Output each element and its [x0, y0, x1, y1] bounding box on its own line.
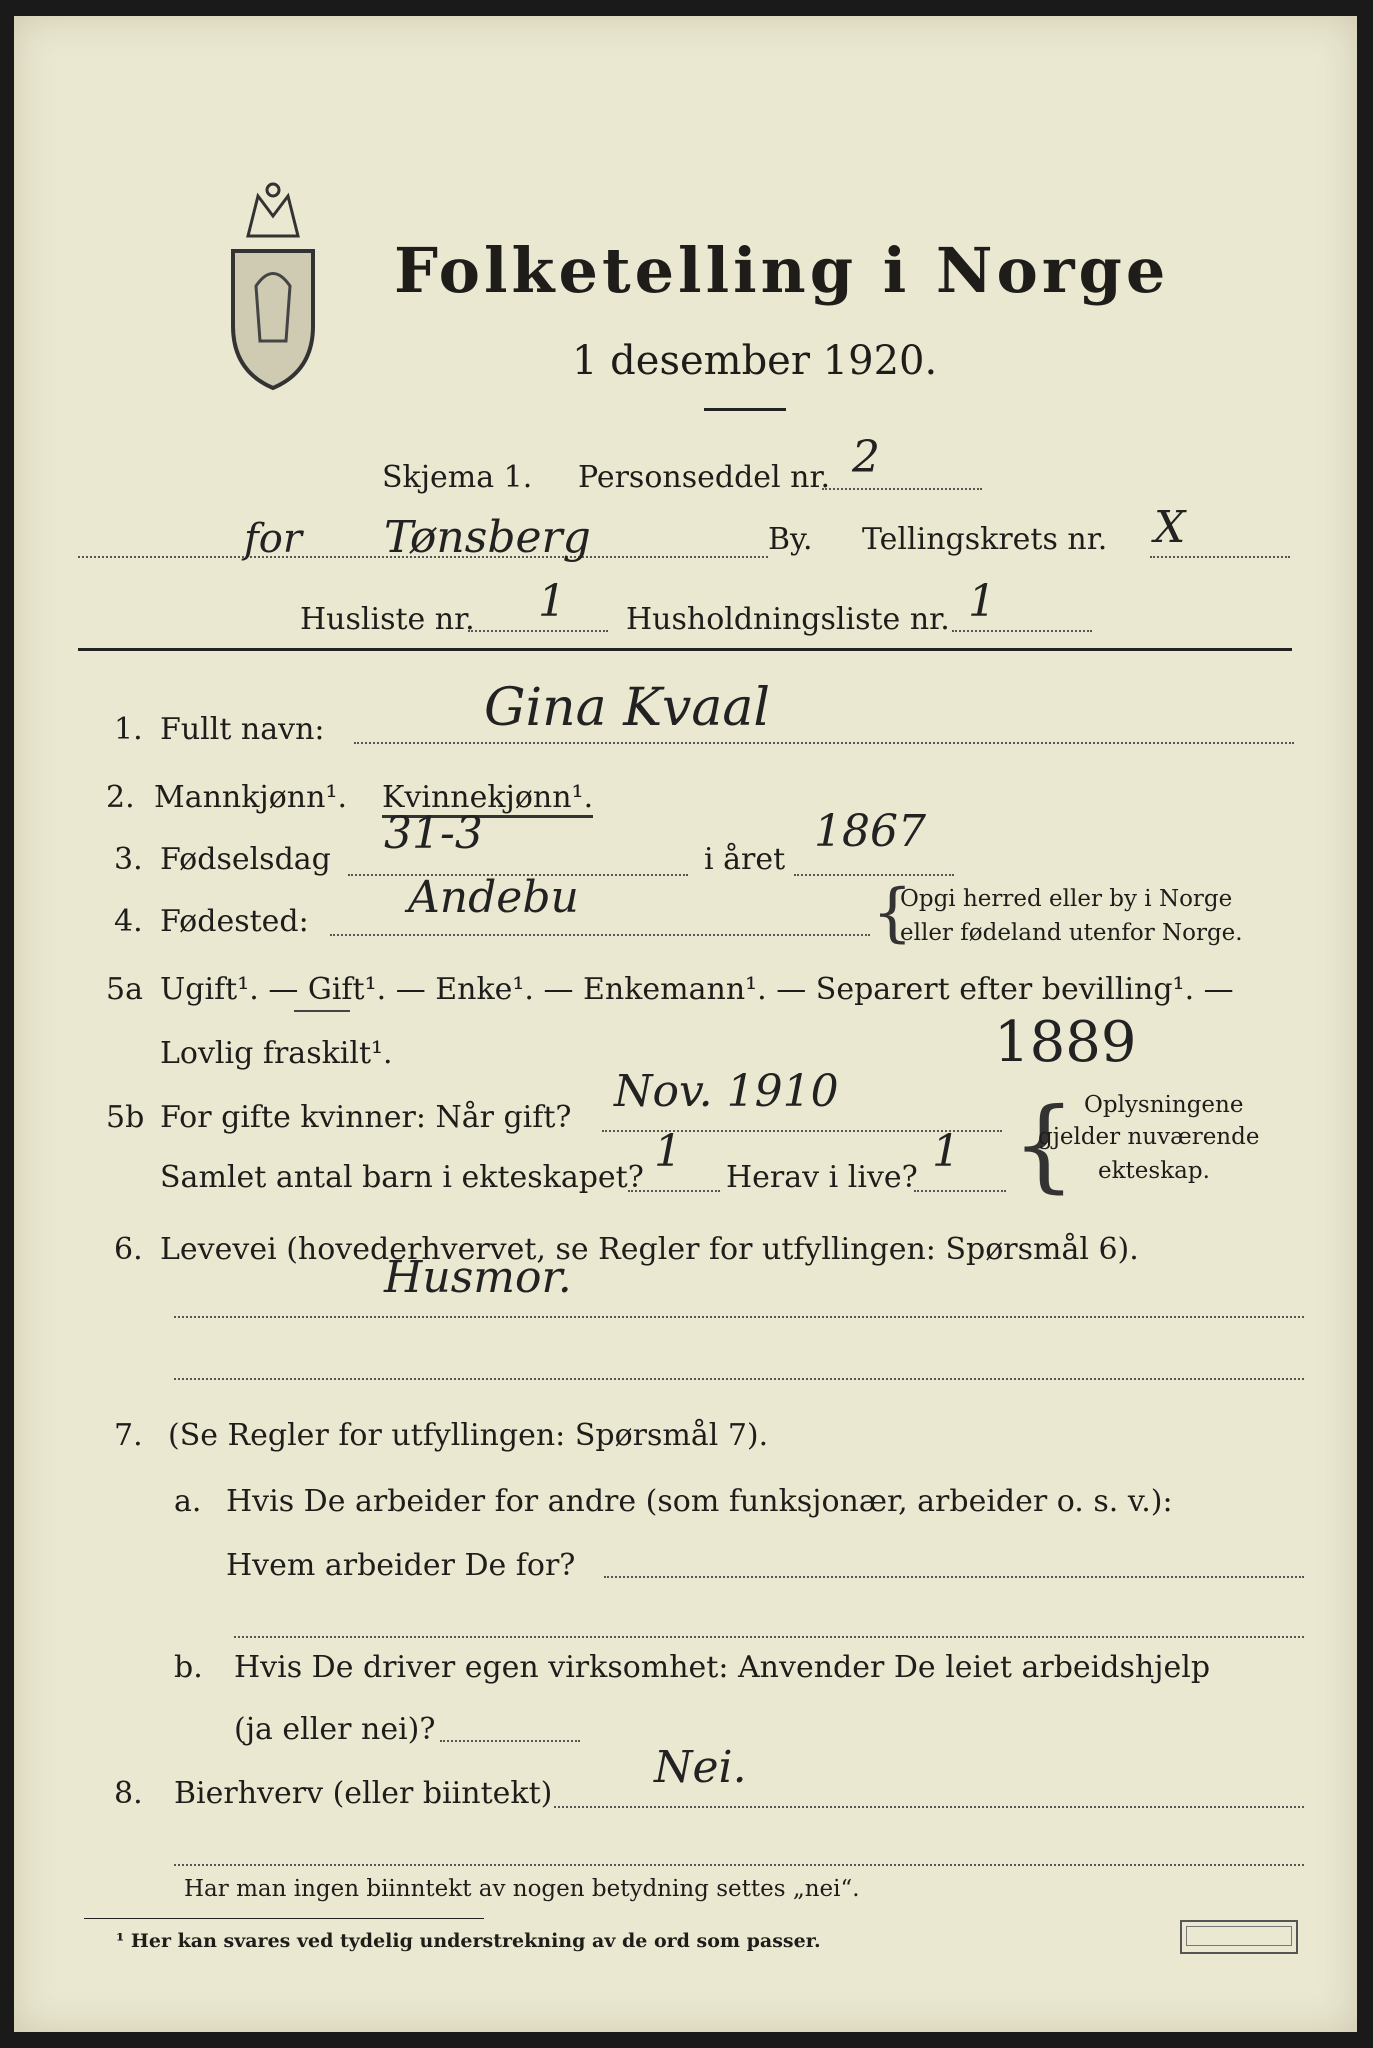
q5b-live-value[interactable]: 1: [932, 1126, 960, 1177]
q5a-fraskilt[interactable]: Lovlig fraskilt¹.: [160, 1036, 393, 1071]
q3-year-value[interactable]: 1867: [814, 806, 926, 857]
title-divider: [704, 408, 786, 411]
q1-line: [354, 742, 1294, 744]
q7-number: 7.: [114, 1418, 143, 1453]
q4-value[interactable]: Andebu: [408, 872, 579, 923]
q5b-live-label: Herav i live?: [726, 1160, 918, 1195]
q6-line-2: [174, 1378, 1304, 1380]
q4-line: [330, 934, 870, 936]
husliste-label: Husliste nr.: [300, 602, 475, 637]
form-date: 1 desember 1920.: [572, 338, 938, 384]
q8-number: 8.: [114, 1776, 143, 1811]
by-value[interactable]: Tønsberg: [384, 512, 591, 563]
q8-line-2: [174, 1864, 1304, 1866]
q6-line-1: [174, 1316, 1304, 1318]
personseddel-label: Personseddel nr.: [578, 460, 831, 495]
q5b-barn-label: Samlet antal barn i ekteskapet?: [160, 1160, 644, 1195]
census-form: [14, 16, 1357, 2032]
q1-label: Fullt navn:: [160, 712, 325, 747]
q5b-note-1: Oplysningene: [1084, 1092, 1244, 1118]
q6-value[interactable]: Husmor.: [384, 1252, 572, 1303]
q5b-note-3: ekteskap.: [1098, 1158, 1210, 1184]
q4-number: 4.: [114, 904, 143, 939]
q1-number: 1.: [114, 712, 143, 747]
q5b-value[interactable]: Nov. 1910: [614, 1066, 839, 1117]
q5b-note-2: gjelder nuværende: [1038, 1124, 1260, 1150]
q5b-live-line: [914, 1190, 1006, 1192]
q2-number: 2.: [106, 780, 135, 815]
q7a-line-2[interactable]: [234, 1636, 1304, 1638]
q3-number: 3.: [114, 842, 143, 877]
q5b-barn-line: [628, 1190, 720, 1192]
printer-stamp: [1180, 1920, 1298, 1954]
coat-of-arms-icon: [218, 176, 328, 392]
q5a-gift-underline: [294, 1010, 350, 1012]
q4-label: Fødested:: [160, 904, 309, 939]
q7a-text: Hvis De arbeider for andre (som funksjonær, arbeider o. s. v.):: [226, 1484, 1173, 1519]
personseddel-line: [822, 488, 982, 490]
q7b-text2: (ja eller nei)?: [234, 1712, 436, 1747]
q5a-number: 5a: [106, 972, 143, 1007]
form-title: Folketelling i Norge: [394, 234, 1170, 307]
husholdning-value[interactable]: 1: [968, 576, 996, 627]
personseddel-value[interactable]: 2: [852, 432, 880, 483]
footnote-divider: [84, 1918, 484, 1919]
q3-label: Fødselsdag: [160, 842, 331, 877]
q4-note-2: eller fødeland utenfor Norge.: [900, 920, 1243, 946]
header-divider: [78, 648, 1292, 651]
q2-label-mann: Mannkjønn¹.: [154, 780, 347, 815]
q7a-letter: a.: [174, 1484, 202, 1519]
husliste-value[interactable]: 1: [538, 576, 566, 627]
q6-number: 6.: [114, 1232, 143, 1267]
by-label: By.: [768, 522, 813, 557]
q4-note-1: Opgi herred eller by i Norge: [900, 886, 1233, 912]
q7b-letter: b.: [174, 1650, 203, 1685]
q5b-number: 5b: [106, 1100, 145, 1135]
q2-label-kvinne[interactable]: Kvinnekjønn¹.: [382, 780, 593, 818]
q5b-label: For gifte kvinner: Når gift?: [160, 1100, 572, 1135]
husholdning-label: Husholdningsliste nr.: [626, 602, 950, 637]
husholdning-line: [952, 630, 1092, 632]
q8-label: Bierhverv (eller biintekt): [174, 1776, 553, 1811]
q5a-options[interactable]: Ugift¹. — Gift¹. — Enke¹. — Enkemann¹. — Separert efter bevilling¹. —: [160, 972, 1234, 1007]
for-label: for: [244, 516, 303, 562]
footnote: ¹ Her kan svares ved tydelig understrekning av de ord som passer.: [116, 1930, 821, 1952]
q3-value[interactable]: 31-3: [384, 808, 483, 859]
q7a-text2: Hvem arbeider De for?: [226, 1548, 576, 1583]
q6-label: Levevei (hovederhvervet, se Regler for utfyllingen: Spørsmål 6).: [160, 1232, 1139, 1267]
q8-value[interactable]: Nei.: [654, 1742, 747, 1793]
q7-label: (Se Regler for utfyllingen: Spørsmål 7).: [168, 1418, 769, 1453]
q7a-line-1[interactable]: [604, 1576, 1304, 1578]
tellingskrets-value[interactable]: X: [1154, 502, 1186, 553]
tellingskrets-label: Tellingskrets nr.: [862, 522, 1108, 557]
q5b-brace: {: [1012, 1086, 1076, 1203]
q7b-text: Hvis De driver egen virksomhet: Anvender De leiet arbeidshjelp: [234, 1650, 1211, 1685]
q3-year-label: i året: [704, 842, 786, 877]
q4-brace: {: [872, 876, 913, 950]
q5a-margin-note: 1889: [994, 1010, 1137, 1075]
husliste-line: [468, 630, 608, 632]
skjema-label: Skjema 1.: [382, 460, 533, 495]
q7b-line[interactable]: [440, 1740, 580, 1742]
biinntekt-note: Har man ingen biinntekt av nogen betydning settes „nei“.: [184, 1876, 860, 1902]
q8-line-1: [554, 1806, 1304, 1808]
tellingskrets-line: [1150, 556, 1290, 558]
q1-value[interactable]: Gina Kvaal: [484, 678, 771, 738]
q5b-barn-value[interactable]: 1: [654, 1126, 682, 1177]
